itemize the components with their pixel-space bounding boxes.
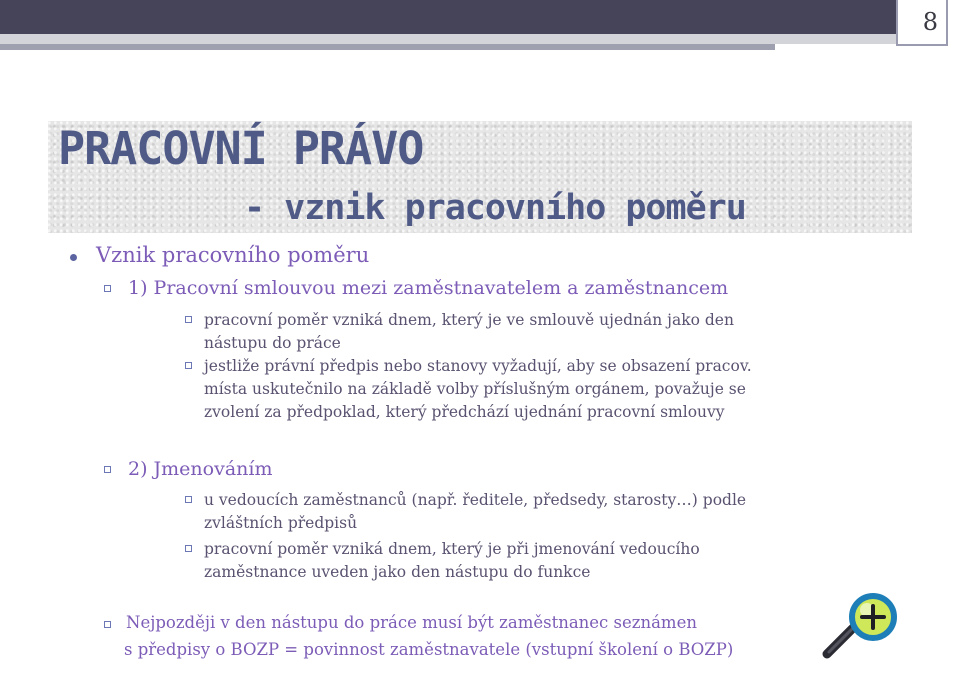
list-item: zvláštních předpisů xyxy=(204,514,358,532)
bullet-dot xyxy=(70,254,77,261)
square-bullet-icon xyxy=(104,621,111,628)
list-item: nástupu do práce xyxy=(204,334,341,352)
list-item: pracovní poměr vzniká dnem, který je při jmenování vedoucího xyxy=(204,540,700,558)
header-stripe xyxy=(0,44,775,50)
square-bullet-icon xyxy=(104,285,111,292)
list-item: zaměstnance uveden jako den nástupu do funkce xyxy=(204,563,591,581)
note-line: s předpisy o BOZP = povinnost zaměstnavatele (vstupní školení o BOZP) xyxy=(124,640,734,659)
square-bullet-icon xyxy=(185,496,192,503)
list-item: zvolení za předpoklad, který předchází ujednání pracovní smlouvy xyxy=(204,403,725,421)
slide-number: 8 xyxy=(896,0,948,46)
square-bullet-icon xyxy=(185,316,192,323)
note-line: Nejpozději v den nástupu do práce musí být zaměstnanec seznámen xyxy=(126,613,697,632)
magnifier-plus-icon xyxy=(817,592,907,662)
section-heading: Vznik pracovního poměru xyxy=(96,243,370,267)
square-bullet-icon xyxy=(185,545,192,552)
section1-label: 1) Pracovní smlouvou mezi zaměstnavatelem a zaměstnancem xyxy=(128,277,729,299)
title-main: PRACOVNÍ PRÁVO xyxy=(58,122,424,175)
header-band xyxy=(0,34,896,44)
list-item: pracovní poměr vzniká dnem, který je ve smlouvě ujednán jako den xyxy=(204,311,734,329)
list-item: u vedoucích zaměstnanců (např. ředitele, předsedy, starosty…) podle xyxy=(204,491,747,509)
list-item: jestliže právní předpis nebo stanovy vyžadují, aby se obsazení pracov. xyxy=(204,357,752,375)
header-bar xyxy=(0,0,896,34)
list-item: místa uskutečnilo na základě volby příslušným orgánem, považuje se xyxy=(204,380,746,398)
square-bullet-icon xyxy=(185,362,192,369)
square-bullet-icon xyxy=(104,466,111,473)
section2-label: 2) Jmenováním xyxy=(128,458,273,480)
title-sub: - vznik pracovního poměru xyxy=(244,188,746,228)
